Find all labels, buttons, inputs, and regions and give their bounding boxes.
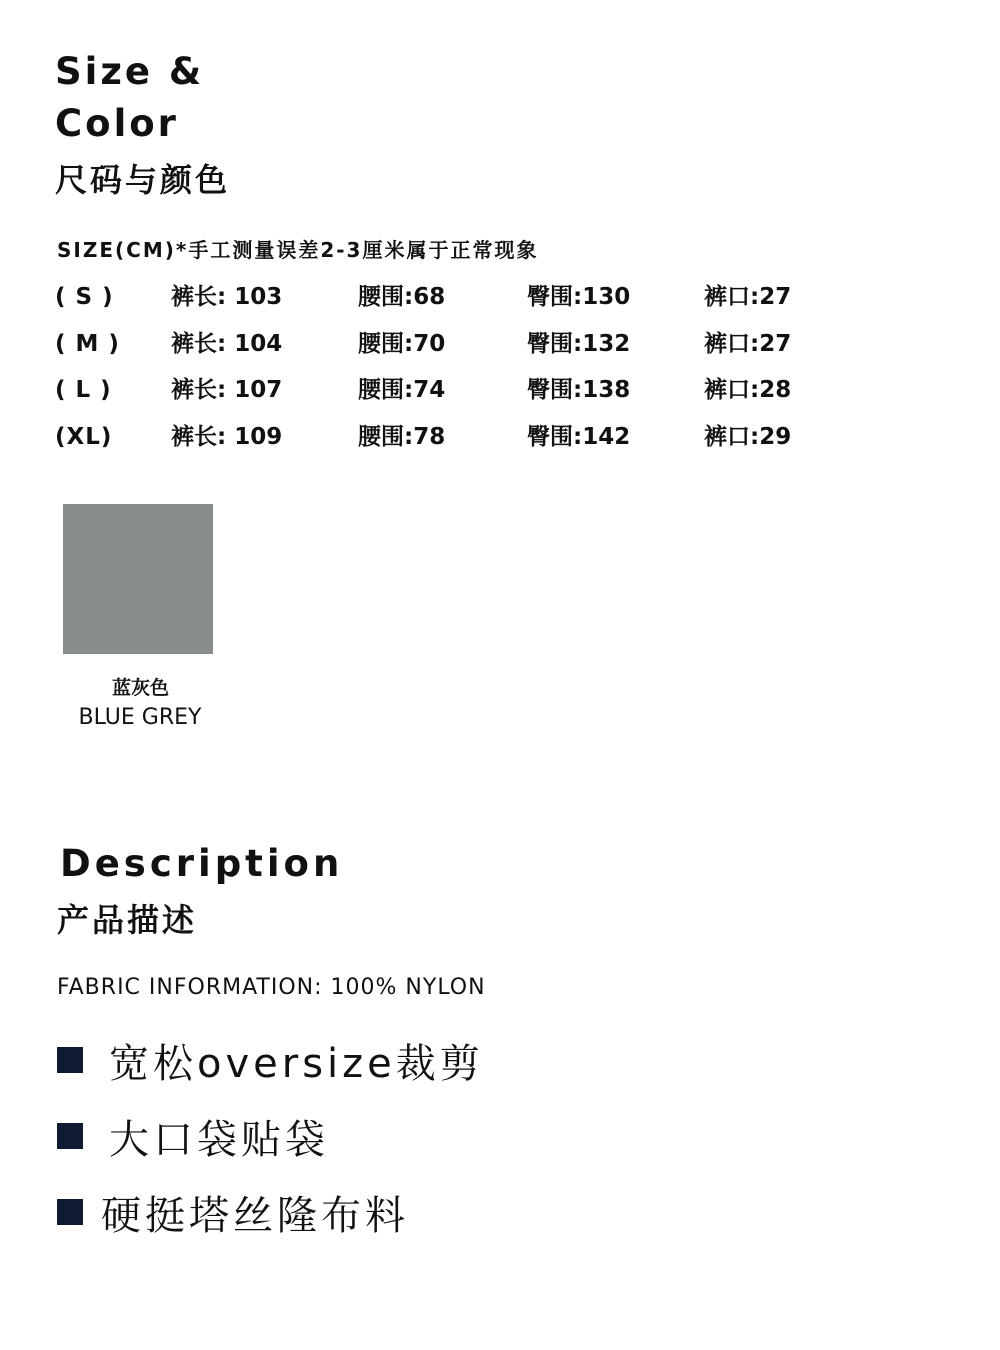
size-color-title-line2: Color [55,102,179,145]
size-label: (XL) [55,423,113,450]
fabric-info: FABRIC INFORMATION: 100% NYLON [57,975,486,1000]
color-name-en: BLUE GREY [78,705,202,730]
size-hem: 裤口:27 [704,330,792,357]
square-bullet-icon [57,1047,83,1073]
size-hem: 裤口:29 [704,423,792,450]
size-waist: 腰围:70 [358,330,446,357]
size-label: ( M ) [55,330,120,357]
size-hip: 臀围:132 [527,330,631,357]
size-row-s [55,278,855,325]
color-swatch [63,504,213,654]
size-length: 裤长: 109 [171,423,283,450]
size-length: 裤长: 103 [171,284,283,310]
size-note: SIZE(CM)*手工测量误差2-3厘米属于正常现象 [57,238,539,262]
size-row-m [55,325,855,372]
size-color-title-line1: Size & [55,50,205,93]
feature-list [57,1022,484,1250]
size-color-heading [55,46,204,150]
size-label: ( L ) [55,377,112,403]
size-hem: 裤口:28 [704,377,792,403]
size-hip: 臀围:138 [527,377,631,403]
feature-text: 大口袋贴袋 [109,1116,329,1163]
size-row-l [55,371,855,418]
size-hip: 臀围:142 [527,423,631,450]
description-title: Description [60,842,344,885]
size-hem: 裤口:27 [704,284,792,310]
size-table [55,278,855,464]
size-label: ( S ) [55,284,114,310]
size-hip: 臀围:130 [527,284,631,310]
feature-text: 硬挺塔丝隆布料 [101,1192,409,1239]
color-name-cn: 蓝灰色 [111,677,169,699]
size-length: 裤长: 104 [171,330,283,357]
size-color-title-cn: 尺码与颜色 [55,161,231,199]
size-length: 裤长: 107 [171,377,283,403]
square-bullet-icon [57,1199,83,1225]
square-bullet-icon [57,1123,83,1149]
size-row-xl [55,418,855,465]
size-waist: 腰围:74 [358,377,446,403]
size-waist: 腰围:68 [358,284,446,310]
feature-text: 宽松oversize裁剪 [109,1040,484,1087]
description-title-cn: 产品描述 [57,901,198,939]
size-waist: 腰围:78 [358,423,446,450]
feature-item [57,1174,484,1250]
feature-item [57,1098,484,1174]
feature-item [57,1022,484,1098]
